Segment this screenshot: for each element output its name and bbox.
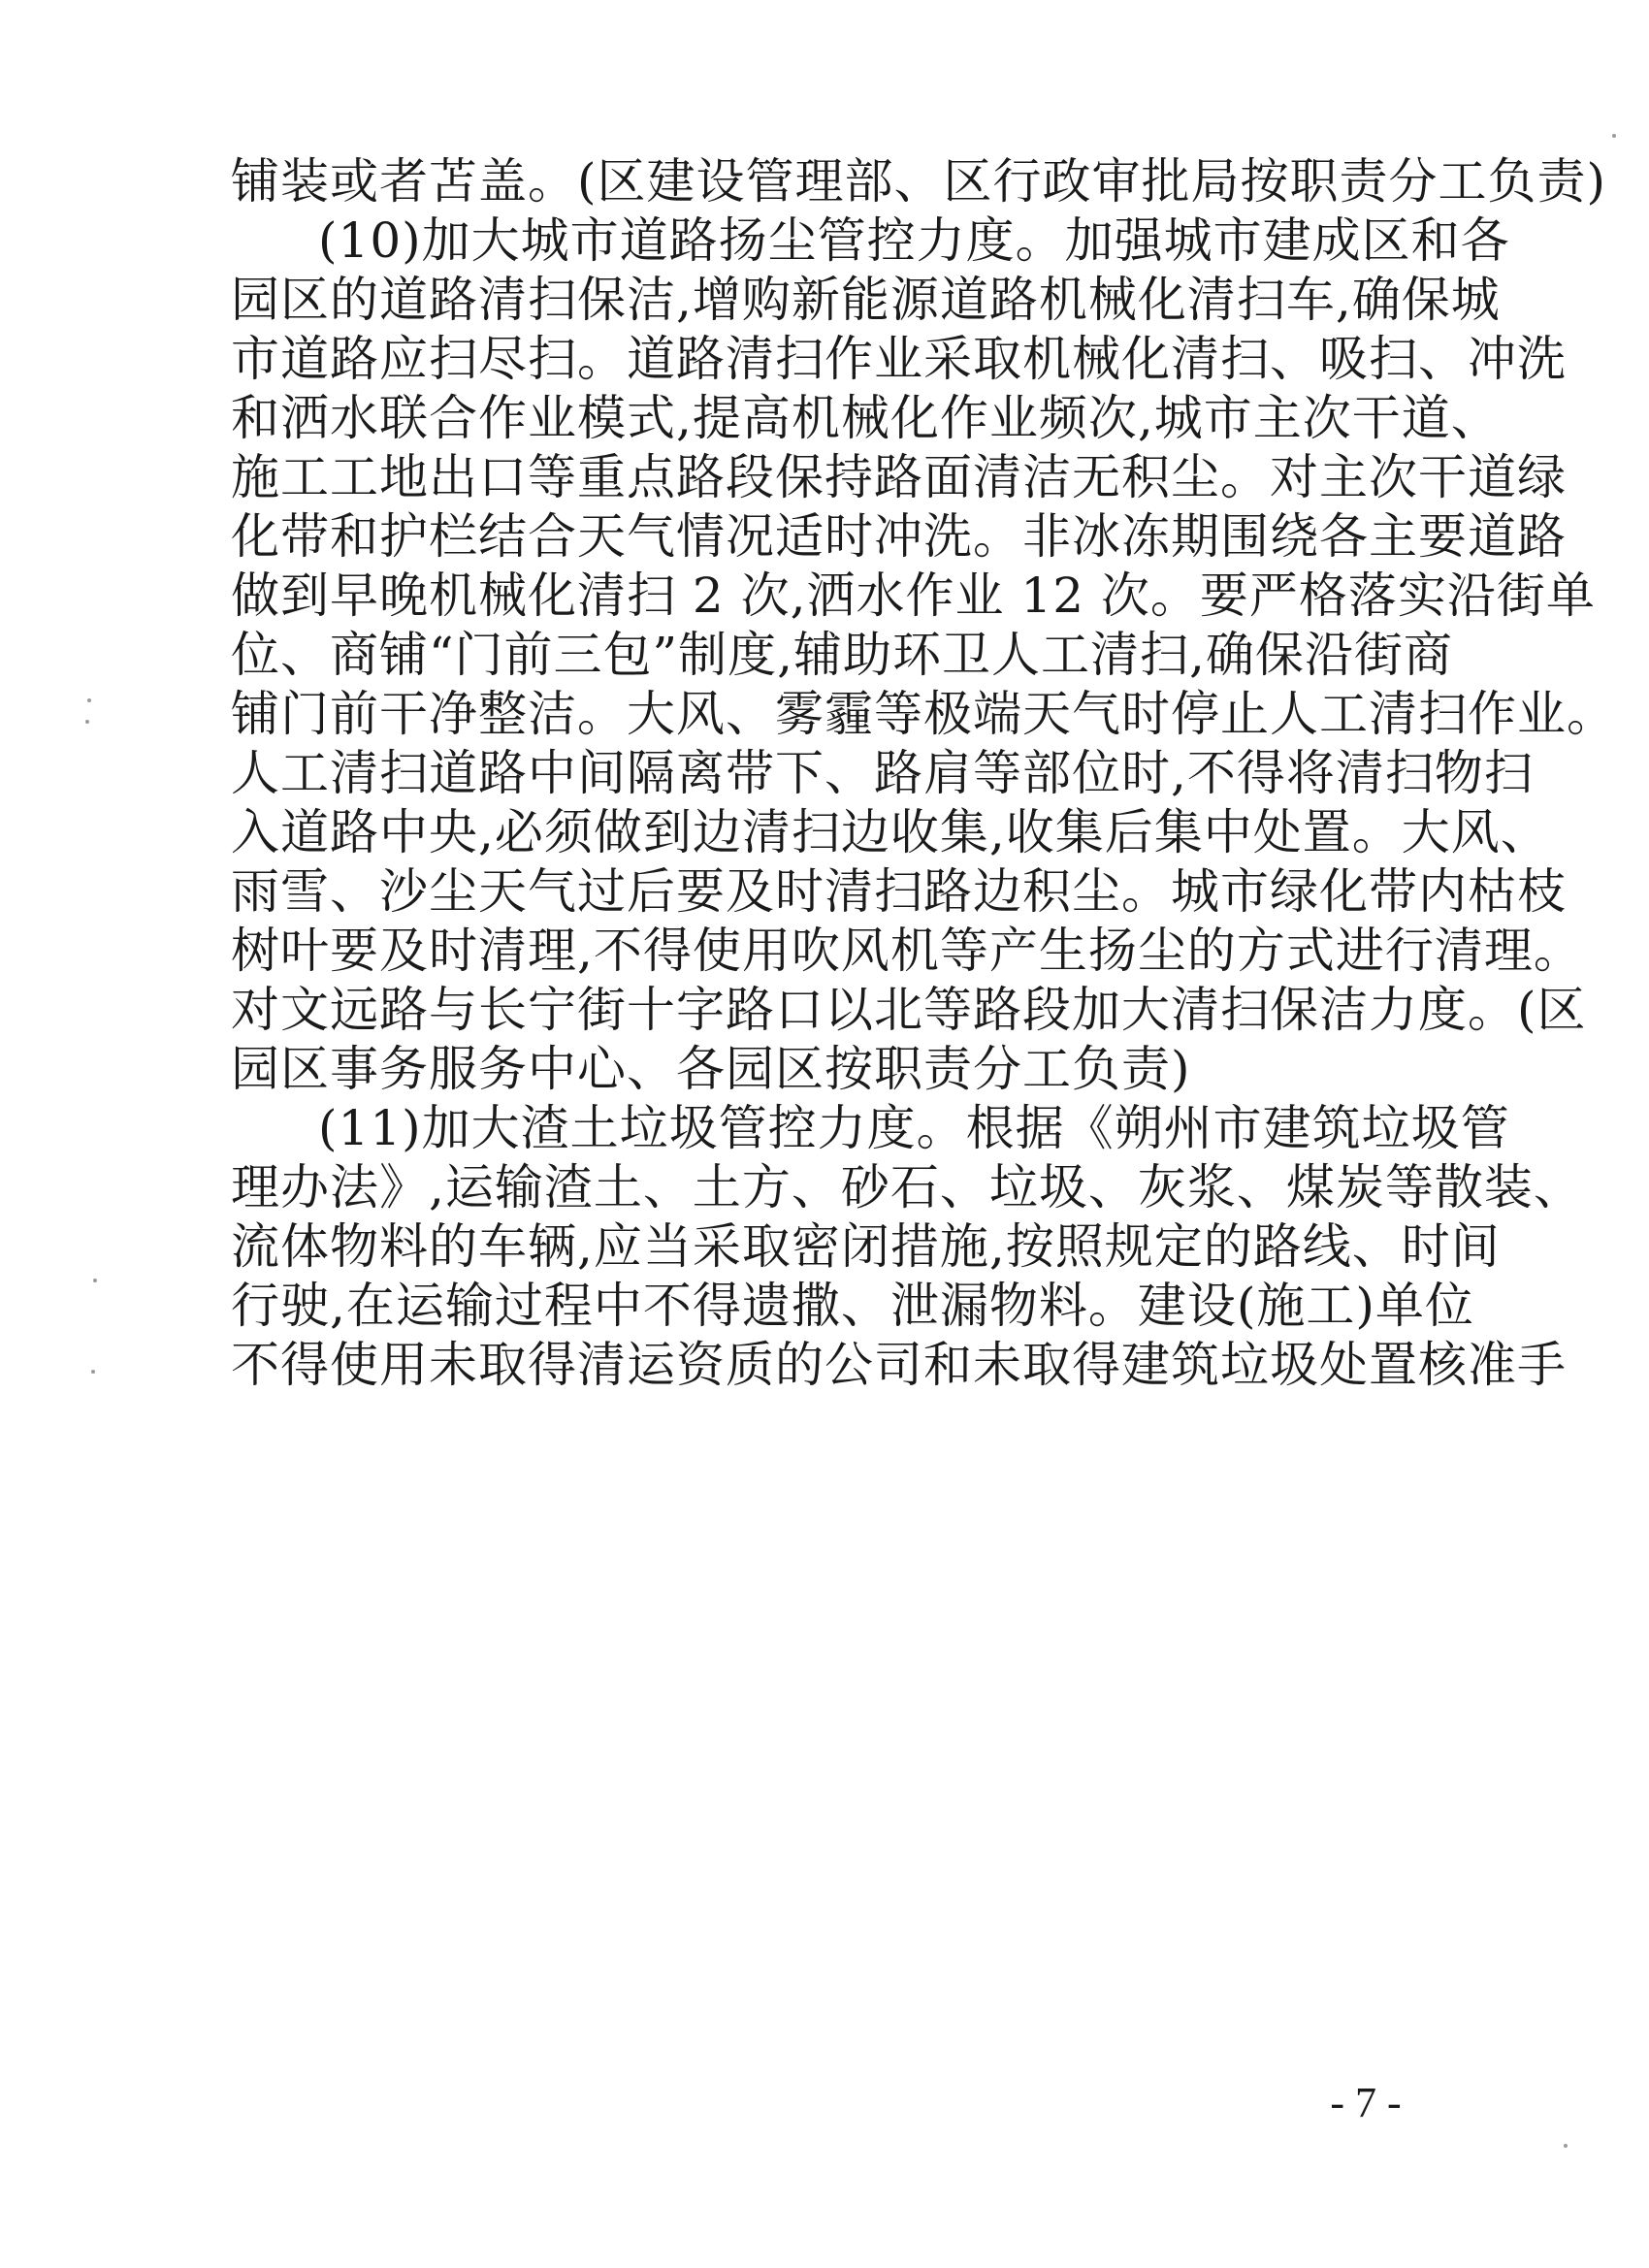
text-line-5: 和洒水联合作业模式,提高机械化作业频次,城市主次干道、 (231, 390, 1501, 446)
text-line-18: 理办法》,运输渣土、土方、砂石、垃圾、灰浆、煤炭等散装、 (231, 1159, 1583, 1215)
text-line-15: 对文远路与长宁街十字路口以北等路段加大清扫保洁力度。(区 (231, 982, 1587, 1038)
text-line-8: 做到早晚机械化清扫 2 次,洒水作业 12 次。要严格落实沿街单 (231, 567, 1596, 624)
text-line-16: 园区事务服务中心、各园区按职责分工负责) (231, 1041, 1191, 1097)
text-line-3: 园区的道路清扫保洁,增购新能源道路机械化清扫车,确保城 (231, 272, 1501, 328)
text-line-19: 流体物料的车辆,应当采取密闭措施,按照规定的路线、时间 (231, 1218, 1501, 1275)
scan-speck (93, 1279, 97, 1282)
text-line-2: (10)加大城市道路扬尘管控力度。加强城市建成区和各 (318, 212, 1510, 269)
text-line-1: 铺装或者苫盖。(区建设管理部、区行政审批局按职责分工负责) (231, 153, 1607, 210)
text-line-4: 市道路应扫尽扫。道路清扫作业采取机械化清扫、吸扫、冲洗 (231, 331, 1567, 387)
text-line-17: (11)加大渣土垃圾管控力度。根据《朔州市建筑垃圾管 (318, 1100, 1510, 1156)
scan-speck (87, 698, 91, 702)
text-line-13: 雨雪、沙尘天气过后要及时清扫路边积尘。城市绿化带内枯枝 (231, 863, 1567, 920)
scan-speck (85, 720, 89, 724)
text-line-7: 化带和护栏结合天气情况适时冲洗。非冰冻期围绕各主要道路 (231, 508, 1567, 565)
page-number: - 7 - (1330, 2079, 1402, 2126)
text-line-21: 不得使用未取得清运资质的公司和未取得建筑垃圾处置核准手 (231, 1337, 1567, 1393)
scan-speck (1564, 2144, 1568, 2148)
text-line-11: 人工清扫道路中间隔离带下、路肩等部位时,不得将清扫物扫 (231, 745, 1534, 801)
text-line-10: 铺门前干净整洁。大风、雾霾等极端天气时停止人工清扫作业。 (231, 686, 1616, 742)
scan-speck (91, 1370, 95, 1374)
text-line-12: 入道路中央,必须做到边清扫边收集,收集后集中处置。大风、 (231, 804, 1550, 860)
text-line-14: 树叶要及时清理,不得使用吹风机等产生扬尘的方式进行清理。 (231, 923, 1583, 979)
text-line-9: 位、商铺“门前三包”制度,辅助环卫人工清扫,确保沿街商 (231, 627, 1453, 683)
text-line-20: 行驶,在运输过程中不得遗撒、泄漏物料。建设(施工)单位 (231, 1278, 1474, 1334)
scan-speck (1612, 134, 1616, 138)
text-line-6: 施工工地出口等重点路段保持路面清洁无积尘。对主次干道绿 (231, 449, 1567, 505)
